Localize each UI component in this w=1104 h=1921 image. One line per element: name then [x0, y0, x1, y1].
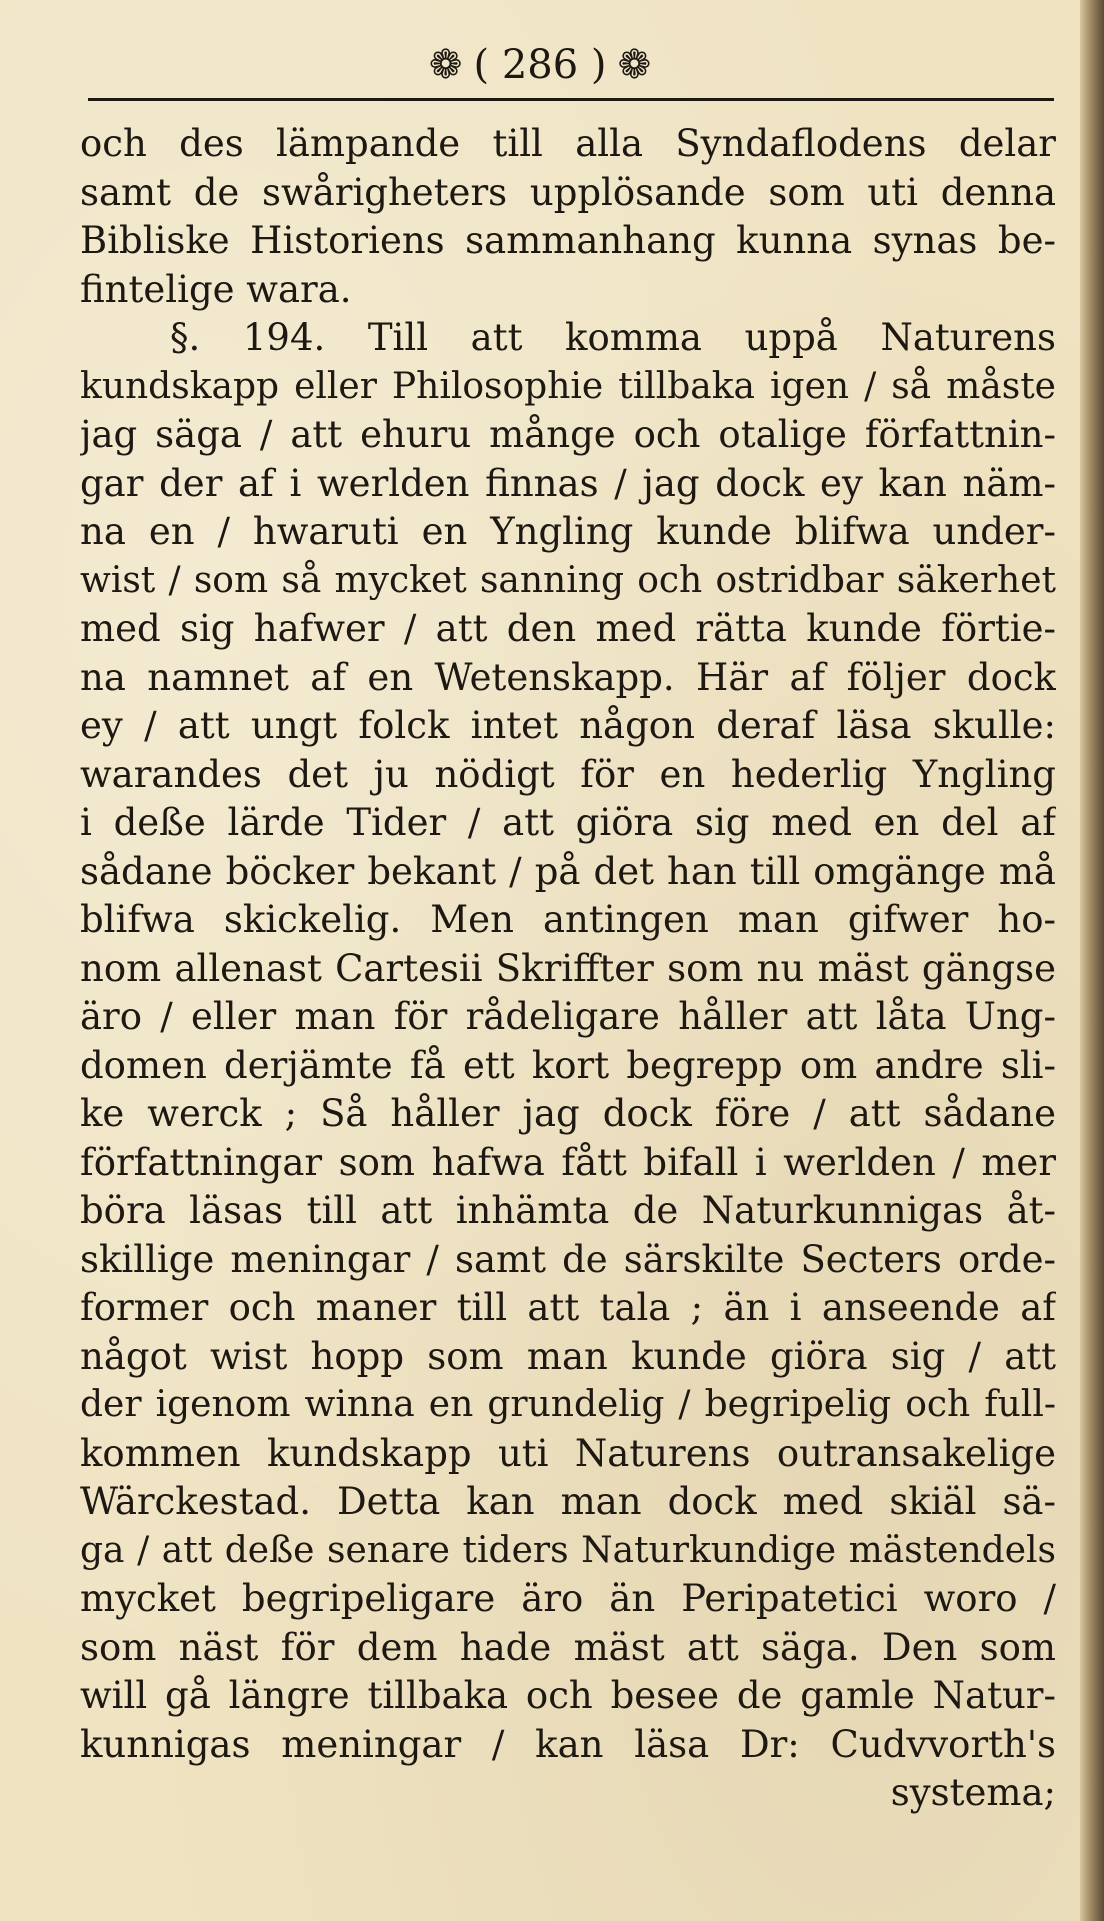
book-gutter	[1080, 0, 1104, 1921]
text-line: §. 194. Till att komma uppå Naturens	[170, 316, 1056, 359]
text-line: kommen kundskapp uti Naturens outransakelige	[80, 1431, 1056, 1475]
text-line: former och maner till att tala ; än i anseende af	[80, 1286, 1056, 1329]
text-line: jag säga / att ehuru månge och otalige författnin-	[80, 413, 1056, 456]
catchword: systema;	[890, 1771, 1056, 1814]
text-line: böra läsas till att inhämta de Naturkunnigas åt-	[80, 1189, 1056, 1232]
text-line: och des lämpande till alla Syndaflodens delar	[80, 122, 1056, 165]
text-line: wist / som så mycket sanning och ostridbar säkerhet	[80, 559, 1056, 601]
text-line: blifwa skickelig. Men antingen man gifwer ho-	[80, 898, 1056, 941]
text-line: na namnet af en Wetenskapp. Här af följer dock	[80, 655, 1056, 699]
text-line: der igenom winna en grundelig / begripelig och full-	[80, 1384, 1056, 1425]
text-line: mycket begripeligare äro än Peripatetici woro /	[80, 1577, 1056, 1620]
header-rule	[88, 98, 1054, 101]
text-line: warandes det ju nödigt för en hederlig Yngling	[80, 752, 1056, 796]
text-line: författningar som hafwa fått bifall i werlden / mer	[80, 1140, 1056, 1184]
text-line: äro / eller man för rådeligare håller att låta Ung-	[80, 995, 1056, 1038]
text-line: Wärckestad. Detta kan man dock med skiäl sä-	[80, 1480, 1056, 1523]
page-number: ( 286 )	[473, 42, 607, 88]
text-line: i deße lärde Tider / att giöra sig med en del af	[80, 801, 1056, 844]
text-line: nom allenast Cartesii Skriffter som nu mäst gängse	[80, 946, 1056, 990]
text-line: skillige meningar / samt de särskilte Secters orde-	[80, 1237, 1056, 1281]
text-line: något wist hopp som man kunde giöra sig / att	[80, 1334, 1056, 1378]
text-line: med sig hafwer / att den med rätta kunde förtie-	[80, 607, 1056, 650]
text-line: ey / att ungt folck intet någon deraf läsa skulle:	[80, 704, 1056, 747]
text-line: will gå längre tillbaka och besee de gamle Natur-	[80, 1674, 1056, 1717]
text-line: sådane böcker bekant / på det han till omgänge må	[80, 849, 1056, 893]
text-line: kunnigas meningar / kan läsa Dr: Cudvvorth's	[80, 1722, 1056, 1766]
flower-ornament-icon: ❁	[428, 42, 463, 88]
text-line: gar der af i werlden finnas / jag dock ey kan näm-	[80, 461, 1056, 505]
text-line: ke werck ; Så håller jag dock före / att sådane	[80, 1092, 1056, 1135]
text-line: som näst för dem hade mäst att säga. Den som	[80, 1625, 1056, 1669]
text-line: ga / att deße senare tiders Naturkundige mästendels	[80, 1529, 1056, 1571]
page-header	[0, 30, 1080, 100]
text-line: kundskapp eller Philosophie tillbaka igen / så måste	[80, 365, 1056, 407]
text-line: domen derjämte få ett kort begrepp om andre sli-	[80, 1043, 1056, 1087]
flower-ornament-icon: ❁	[617, 42, 652, 88]
text-line: na en / hwaruti en Yngling kunde blifwa under-	[80, 510, 1056, 553]
text-line: samt de swårigheters upplösande som uti denna	[80, 170, 1056, 214]
text-line: Bibliske Historiens sammanhang kunna synas be-	[80, 219, 1056, 262]
body-text	[80, 120, 1056, 1818]
text-line: fintelige wara.	[80, 267, 352, 311]
